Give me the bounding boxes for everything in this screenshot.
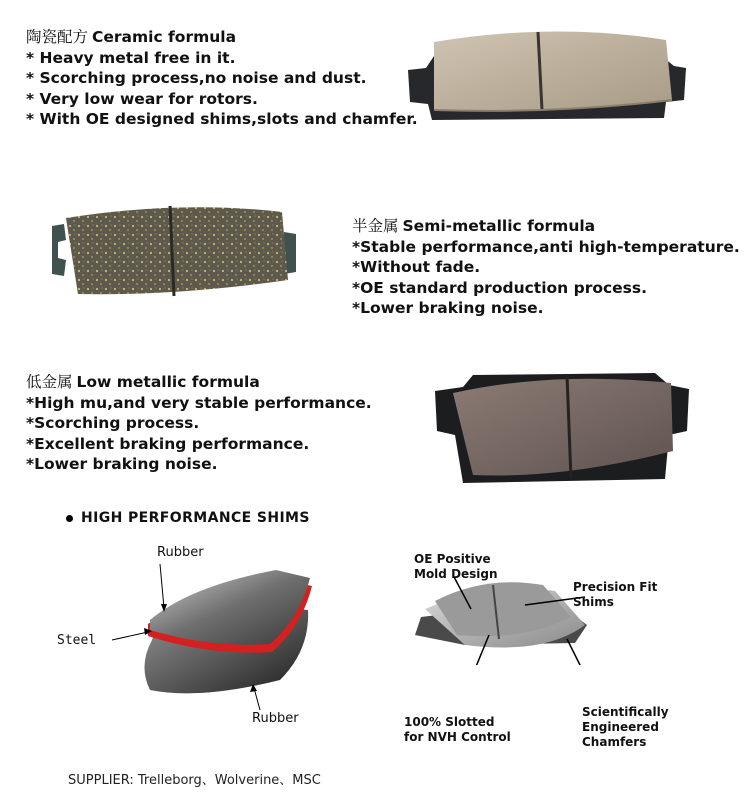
chamfers-line1: Scientifically xyxy=(582,705,669,719)
low-metallic-title xyxy=(26,372,372,393)
ceramic-feature: * Heavy metal free in it. xyxy=(26,48,236,67)
ceramic-brake-pad-image xyxy=(404,18,690,128)
shims-heading xyxy=(66,510,310,526)
bullet-icon xyxy=(66,515,73,522)
chamfers-line2: Engineered xyxy=(582,720,659,734)
semi-metallic-feature: *Lower braking noise. xyxy=(352,299,544,317)
semi-metallic-feature: *OE standard production process. xyxy=(352,278,648,297)
ceramic-feature: * Very low wear for rotors. xyxy=(26,89,258,108)
ceramic-feature: * With OE designed shims,slots and chamfer. xyxy=(26,110,418,128)
ceramic-feature: * Scorching process,no noise and dust. xyxy=(26,69,367,87)
precision-fit-label xyxy=(573,580,657,610)
chamfers-line3: Chamfers xyxy=(582,735,647,749)
oe-positive-line2: Mold Design xyxy=(414,567,498,581)
semi-metallic-section xyxy=(352,216,740,319)
slotted-label xyxy=(404,715,511,745)
semi-metallic-title-en: Semi-metallic formula xyxy=(402,217,596,235)
low-metallic-title-en: Low metallic formula xyxy=(76,373,260,391)
chamfers-label xyxy=(582,705,669,750)
oe-positive-label xyxy=(414,552,498,582)
ceramic-title-en: Ceramic formula xyxy=(92,28,237,46)
slotted-line1: 100% Slotted xyxy=(404,715,495,729)
precision-line1: Precision Fit xyxy=(573,580,658,594)
low-metallic-brake-pad-image xyxy=(433,367,691,489)
rubber-bottom-label: Rubber xyxy=(252,711,299,726)
ceramic-title-cn: 陶瓷配方 xyxy=(26,28,89,46)
low-metallic-feature: *High mu,and very stable performance. xyxy=(26,393,372,412)
semi-metallic-title-cn: 半金属 xyxy=(352,217,399,235)
low-metallic-title-cn: 低金属 xyxy=(26,373,73,391)
rubber-top-label: Rubber xyxy=(157,545,204,560)
semi-metallic-brake-pad-image xyxy=(50,196,300,304)
oe-positive-line1: OE Positive xyxy=(414,552,491,566)
low-metallic-feature: *Lower braking noise. xyxy=(26,455,218,473)
precision-line2: Shims xyxy=(573,595,614,609)
supplier-text: SUPPLIER: Trelleborg、Wolverine、MSC xyxy=(68,773,321,788)
slotted-line2: for NVH Control xyxy=(404,730,511,744)
ceramic-title xyxy=(26,27,418,48)
low-metallic-feature: *Excellent braking performance. xyxy=(26,434,310,453)
semi-metallic-feature: *Stable performance,anti high-temperature. xyxy=(352,237,740,256)
low-metallic-section xyxy=(26,372,372,475)
steel-label: Steel xyxy=(57,633,97,648)
ceramic-section xyxy=(26,27,418,130)
semi-metallic-title xyxy=(352,216,740,237)
shims-heading-text: HIGH PERFORMANCE SHIMS xyxy=(81,510,310,526)
low-metallic-feature: *Scorching process. xyxy=(26,414,200,432)
semi-metallic-feature: *Without fade. xyxy=(352,258,481,276)
